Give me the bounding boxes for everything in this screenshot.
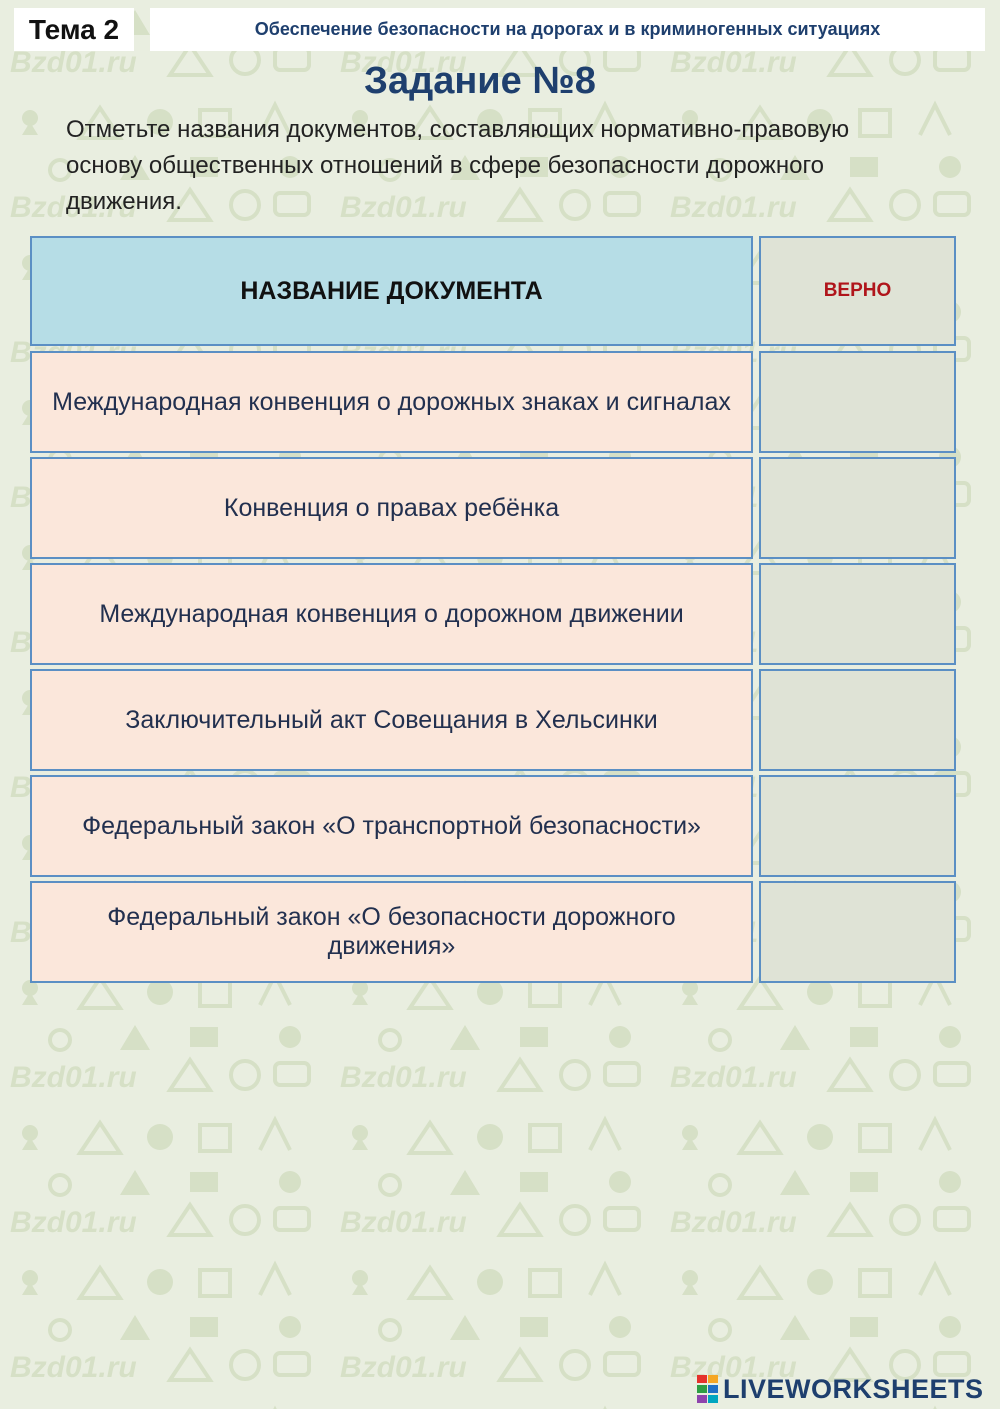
- answer-checkbox-3[interactable]: [759, 563, 956, 665]
- document-row-1: Международная конвенция о дорожных знаках и сигналах: [30, 351, 753, 453]
- document-row-4: Заключительный акт Совещания в Хельсинки: [30, 669, 753, 771]
- document-row-3: Международная конвенция о дорожном движении: [30, 563, 753, 665]
- answer-checkbox-1[interactable]: [759, 351, 956, 453]
- liveworksheets-logo-icon: [697, 1375, 719, 1403]
- document-row-2: Конвенция о правах ребёнка: [30, 457, 753, 559]
- task-title: Задание №8: [364, 60, 596, 102]
- answer-checkbox-4[interactable]: [759, 669, 956, 771]
- topic-title: Обеспечение безопасности на дорогах и в криминогенных ситуациях: [150, 8, 985, 51]
- task-description: Отметьте названия документов, составляющих нормативно-правовую основу общественных отношений в сфере безопасности дорожного движения.: [66, 116, 850, 215]
- answer-checkbox-5[interactable]: [759, 775, 956, 877]
- table-header-correct: ВЕРНО: [759, 236, 956, 346]
- document-row-6: Федеральный закон «О безопасности дорожного движения»: [30, 881, 753, 983]
- answer-checkbox-6[interactable]: [759, 881, 956, 983]
- answer-checkbox-2[interactable]: [759, 457, 956, 559]
- liveworksheets-logo-text: LIVEWORKSHEETS: [723, 1373, 984, 1404]
- liveworksheets-logo[interactable]: [697, 1371, 984, 1407]
- table-header-document-name: НАЗВАНИЕ ДОКУМЕНТА: [30, 236, 753, 346]
- document-row-5: Федеральный закон «О транспортной безопасности»: [30, 775, 753, 877]
- topic-label: Тема 2: [14, 8, 134, 51]
